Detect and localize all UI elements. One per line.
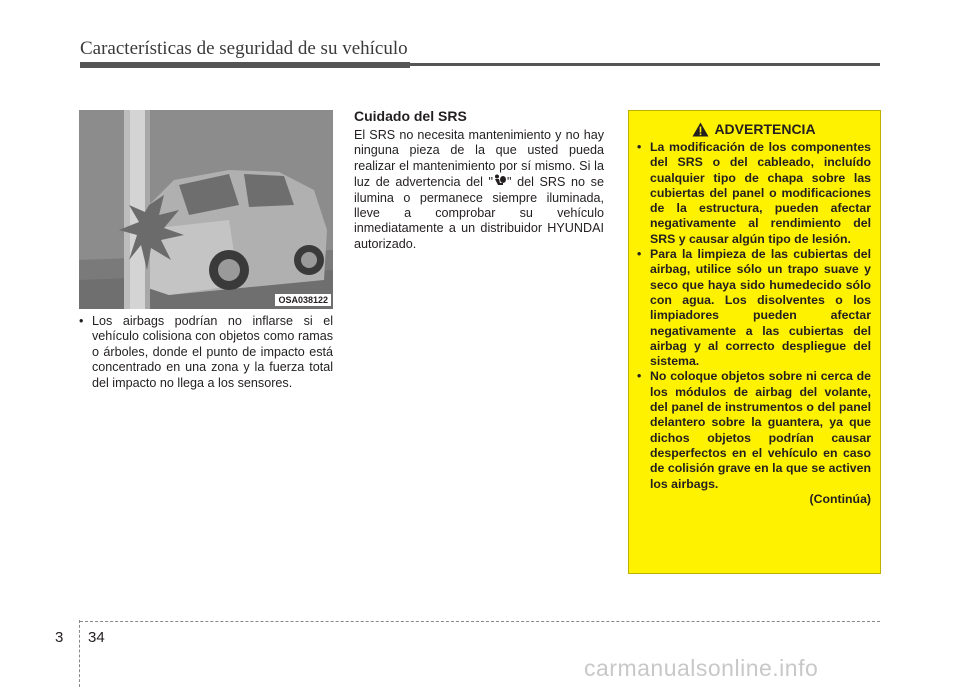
footer-vertical-rule	[79, 620, 80, 687]
warning-list	[637, 140, 871, 492]
bullet-dot: •	[637, 247, 642, 262]
warning-item-2: Para la limpieza de las cubiertas del airbag, utilice sólo un trapo suave y seco que haya sido humedecido sólo con agua. Los disolventes o los limpiadores pueden afectar negativamente a las cubiertas del airbag y al correcto despliegue del sistema.	[650, 247, 871, 369]
section-body	[354, 128, 604, 252]
warning-header	[637, 121, 871, 137]
bullet-dot: •	[637, 140, 642, 154]
figure-code: OSA038122	[275, 294, 331, 306]
bullet-dot: •	[637, 369, 642, 384]
warning-title: ADVERTENCIA	[714, 121, 816, 137]
airbag-limitation-text: Los airbags podrían no inflarse si el vehículo colisiona con objetos como ramas o árboles, donde el punto de impacto está concentrado en una zona y la fuerza total del impacto no llega a los sensores.	[92, 314, 333, 390]
warning-triangle-icon	[692, 122, 709, 137]
left-column-text	[79, 314, 333, 391]
car-pole-impact-illustration	[79, 110, 333, 309]
chapter-number: 3	[55, 629, 64, 646]
list-item	[637, 369, 871, 491]
section-title: Cuidado del SRS	[354, 108, 467, 124]
warning-item-1: La modificación de los componentes del SRS o del cableado, incluído cualquier tipo de chapa sobre las cubiertas del panel o modificaciones de la estructura, pueden afectar negativamente al rendimiento del SRS y causar algún tipo de lesión.	[650, 140, 871, 246]
warning-box	[628, 110, 881, 574]
list-item	[79, 314, 333, 391]
footer-rule	[80, 621, 880, 622]
crash-illustration	[79, 110, 333, 309]
warning-item-3: No coloque objetos sobre ni cerca de los módulos de airbag del volante, del panel de instrumentos o del panel delantero sobre la guantera, ya que dichos objetos podrían causar desperfectos en el vehículo en caso de colisión grave en la que se activen los airbags.	[650, 369, 871, 491]
section-body-after: " del SRS no se ilumina o permanece siempre iluminada, lleve a comprobar su vehículo inmediatamente a un distribuidor HYUNDAI autorizado.	[354, 175, 604, 251]
airbag-warning-icon	[493, 174, 507, 187]
bullet-dot: •	[79, 314, 84, 328]
page-header-title: Características de seguridad de su vehículo	[80, 38, 408, 59]
list-item	[637, 140, 871, 247]
continues-label: (Continúa)	[809, 491, 871, 506]
header-rule-accent	[80, 62, 410, 68]
list-item	[637, 247, 871, 369]
section-body-before: El SRS no necesita mantenimiento y no hay ninguna pieza de la que usted pueda realizar el mantenimiento por sí mismo. Si la luz de advertencia del "	[354, 128, 604, 190]
watermark: carmanualsonline.info	[584, 655, 819, 681]
page-number: 34	[88, 629, 105, 646]
